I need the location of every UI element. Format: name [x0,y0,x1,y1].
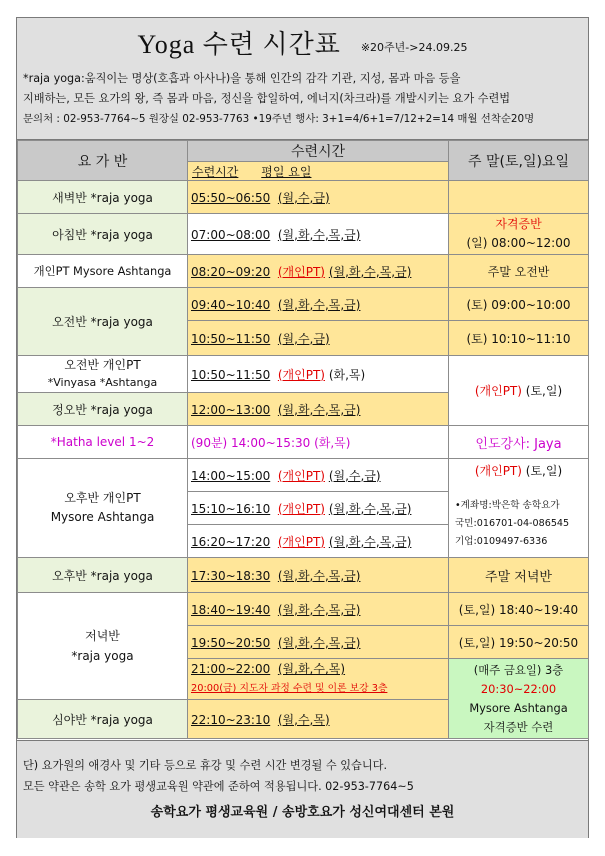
time-text: 10:50~11:50 [191,331,271,346]
time-cell [188,659,449,700]
title-text: Yoga 수련 시간표 [137,30,341,59]
time-cell [188,492,449,525]
class-cell [18,459,188,558]
account-kookmin: 국민:016701-04-086545 [455,518,570,529]
days-text: (월,화,수,목,금) [277,568,361,583]
time-cell [188,255,449,288]
class-cell [18,593,188,700]
days-text: (월,화,수,목,금) [277,602,361,617]
class-cell: 아침반 *raja yoga [18,214,188,255]
header-weekend: 주 말(토,일)요일 [449,141,589,181]
time-cell [188,181,449,214]
class-cell: 오전반 *raja yoga [18,288,188,356]
weekend-cell: (토,일) 18:40~19:40 [449,593,589,626]
schedule-table [17,140,589,739]
time-cell [188,593,449,626]
time-text: 21:00~22:00 [191,662,271,676]
table-row [18,593,589,626]
time-text: 22:10~23:10 [191,712,271,727]
class-cell: 오후반 *raja yoga [18,558,188,593]
footer-notice: 단) 요가원의 애경사 및 기타 등으로 휴강 및 수련 시간 변경될 수 있습니다. [23,759,388,772]
days-text: (월,화,수,목,금) [277,227,361,242]
time-cell [188,525,449,558]
page-title [17,24,588,61]
time-text: 07:00~08:00 [191,227,271,242]
table-row [18,288,589,321]
time-cell [188,393,449,426]
account-name: •계좌명:박은학 송학요가 [455,500,560,511]
days-text: (월,수,금) [277,190,330,205]
pt-tag: (개인PT) [277,367,325,382]
time-text: 17:30~18:30 [191,568,271,583]
instructor-course-note: 20:00(금) 지도자 과정 수련 및 이론 보강 3층 [191,683,388,694]
table-row [18,255,589,288]
weekend-cell: (토) 10:10~11:10 [449,321,589,356]
class-cell: 개인PT Mysore Ashtanga [18,255,188,288]
sub-header-days: 평일 요일 [261,164,312,179]
pt-tag: (개인PT) [277,534,325,549]
pt-tag: (개인PT) [277,264,325,279]
friday-class-line: (매주 금요일) 3층 [473,662,564,677]
time-cell: (90분) 14:00~15:30 (화,목) [188,426,449,459]
class-cell [18,356,188,393]
class-cell: *Hatha level 1~2 [18,426,188,459]
schedule-sheet [16,17,589,838]
weekend-cell [449,181,589,214]
footer [17,740,588,838]
header-class: 요 가 반 [18,141,188,181]
weekend-cell: (토) 09:00~10:00 [449,288,589,321]
time-text: 05:50~06:50 [191,190,271,205]
time-text: 19:50~20:50 [191,635,271,650]
description-line-2: 지배하는, 모든 요가의 왕, 즉 몸과 마음, 정신을 합일하여, 에너지(차크라)를 개발시키는 요가 수련법 [23,92,511,105]
weekend-cell: 주말 저녁반 [449,558,589,593]
class-line: Mysore Ashtanga [50,510,155,524]
class-line: 오전반 개인PT [64,358,141,372]
days-text: (월,화,수,목,금) [328,501,412,516]
pt-tag: (개인PT) [474,384,522,398]
footer-organization: 송학요가 평생교육원 / 송방호요가 성신여대센터 본원 [150,805,455,820]
table-row [18,558,589,593]
weekend-cell [449,356,589,426]
table-row [18,459,589,492]
class-line: *raja yoga [71,649,134,663]
days-text: (월,수,금) [277,331,330,346]
class-line: 오후반 개인PT [64,491,141,505]
weekend-cell: 인도강사: Jaya [449,426,589,459]
weekend-cell [449,459,589,558]
weekend-cell [449,214,589,255]
contact-line: 문의처 : 02-953-7764~5 원장실 02-953-7763 •19주년 행사: 3+1=4/6+1=7/12+2=14 매월 선착순20명 [23,113,535,125]
class-line: 저녁반 [85,629,120,643]
time-text: 14:00~15:00 [191,468,271,483]
sub-header-time: 수련시간 [192,164,239,179]
time-text: 12:00~13:00 [191,402,271,417]
days-text: (월,화,수,목,금) [277,402,361,417]
header [17,18,588,140]
class-cell: 심야반 *raja yoga [18,700,188,739]
weekend-time: (일) 08:00~12:00 [466,236,571,250]
friday-class-line: Mysore Ashtanga [469,700,568,715]
days-text: (월,화,수,목) [277,662,346,676]
time-text: 09:40~10:40 [191,297,271,312]
time-cell [188,321,449,356]
time-cell [188,214,449,255]
days-text: (월,수,목) [277,712,330,727]
time-text: 08:20~09:20 [191,264,271,279]
footer-terms: 모든 약관은 송학 요가 평생교육원 약관에 준하여 적용됩니다. 02-953-7764~5 [23,780,414,793]
days-text: (월,화,수,목,금) [277,635,361,650]
weekend-days: (토,일) [525,384,563,398]
class-line: *Vinyasa *Ashtanga [47,376,158,389]
weekend-days: (토,일) [525,464,563,478]
days-text: (화,목) [328,367,366,382]
time-cell [188,558,449,593]
certificate-label: 자격증반 [495,217,542,231]
header-time: 수련시간 [188,141,449,162]
description-line-1: *raja yoga:움직이는 명상(호흡과 아사나)을 통해 인간의 감각 기관, 지성, 몸과 마음 등을 [23,72,461,85]
time-text: 16:20~17:20 [191,534,271,549]
weekend-cell [449,659,589,739]
account-ibk: 기업:0109497-6336 [455,536,548,547]
class-cell: 정오반 *raja yoga [18,393,188,426]
time-cell [188,356,449,393]
time-cell [188,288,449,321]
friday-class-time: 20:30~22:00 [480,681,557,696]
pt-tag: (개인PT) [474,464,522,478]
time-cell [188,626,449,659]
table-row [18,214,589,255]
table-row [18,426,589,459]
anniversary-note: ※20주년->24.09.25 [360,41,468,55]
days-text: (월,수,금) [328,468,381,483]
time-text: 10:50~11:50 [191,367,271,382]
days-text: (월,화,수,목,금) [277,297,361,312]
pt-tag: (개인PT) [277,501,325,516]
days-text: (월,화,수,목,금) [328,534,412,549]
class-cell: 새벽반 *raja yoga [18,181,188,214]
header-time-sub [188,162,449,181]
time-cell [188,459,449,492]
time-cell [188,700,449,739]
time-text: 18:40~19:40 [191,602,271,617]
weekend-cell: (토,일) 19:50~20:50 [449,626,589,659]
table-row [18,181,589,214]
days-text: (월,화,수,목,금) [328,264,412,279]
table-row [18,356,589,393]
time-text: 15:10~16:10 [191,501,271,516]
weekend-cell: 주말 오전반 [449,255,589,288]
pt-tag: (개인PT) [277,468,325,483]
friday-class-line: 자격증반 수련 [483,719,554,734]
